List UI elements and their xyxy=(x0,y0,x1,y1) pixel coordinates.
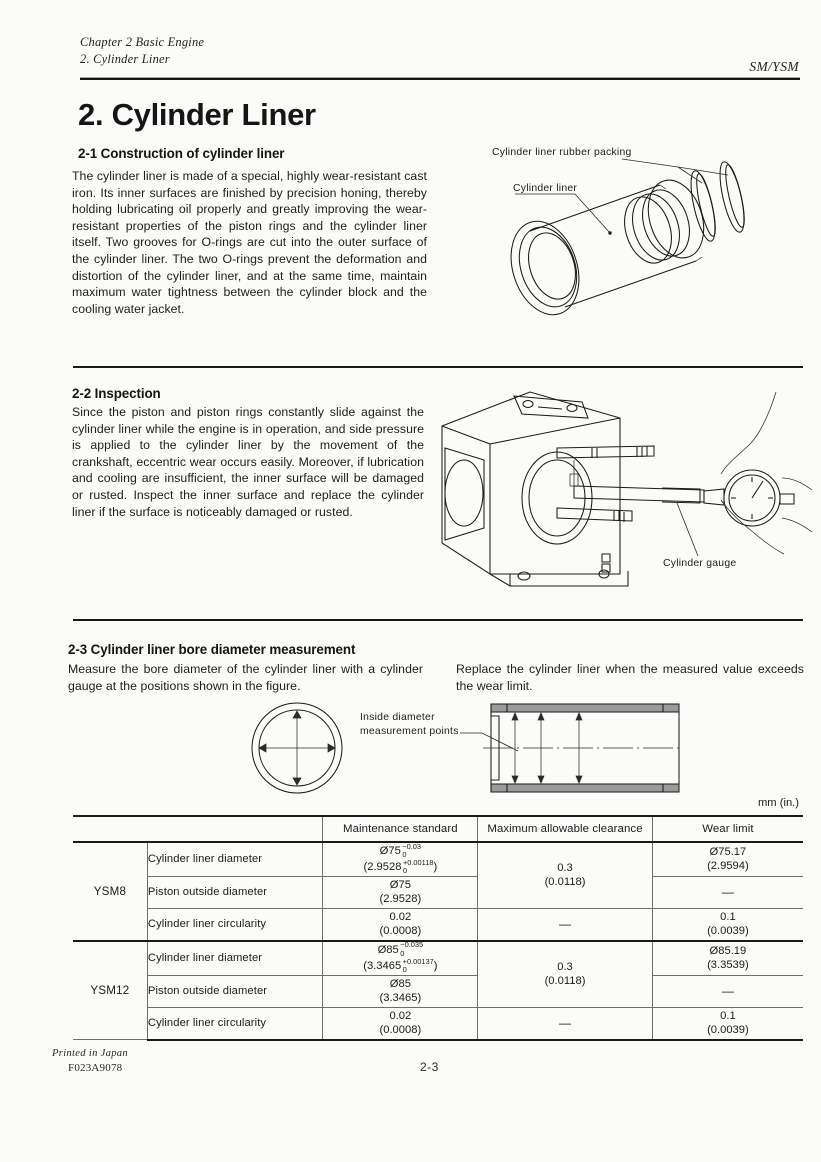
measurement-points-line-1: Inside diameter xyxy=(360,712,435,723)
table-cell-wear-limit: — xyxy=(652,876,803,908)
wear-limit-value-inch: (3.3539) xyxy=(707,959,749,972)
section-2-3-body-right: Replace the cylinder liner when the measured value exceeds the wear limit. xyxy=(456,662,804,693)
value-inch: (3.3465) xyxy=(379,992,422,1005)
table-row xyxy=(73,975,803,1007)
table-item-label: Piston outside diameter xyxy=(147,876,323,908)
table-row xyxy=(73,1007,803,1040)
value-main: 0.02 xyxy=(389,911,412,924)
value-main: Ø85 xyxy=(377,943,399,956)
section-2-3-heading: 2-3 Cylinder liner bore diameter measurement xyxy=(68,642,356,657)
section-2-2-heading: 2-2 Inspection xyxy=(72,386,161,401)
wear-limit-value: Ø75.17 xyxy=(709,846,747,859)
table-row xyxy=(73,908,803,941)
table-header-maintenance-standard: Maintenance standard xyxy=(323,816,478,842)
measurement-points-line-2: measurement points xyxy=(360,725,459,737)
footer-printed-in: Printed in Japan xyxy=(52,1048,129,1059)
clearance-value: 0.3 xyxy=(557,862,573,875)
table-row xyxy=(73,876,803,908)
manual-code: SM/YSM xyxy=(749,59,799,74)
clearance-value-inch: (0.0118) xyxy=(544,975,586,988)
table-cell-clearance xyxy=(478,941,653,1007)
section-2-2-body: Since the piston and piston rings constantly slide against the cylinder liner while the engine is in operation, and side pressure is applied to the cylinder liner by the movement of the crankshaft, eccentric wear occurs easily. Moreover, if lubrication and cooling are insufficient, the inner surface will be damaged or rusted. Inspect the inner surface and replace the cylinder liner if the surface is noticeably damaged or rusted. xyxy=(72,405,424,519)
wear-limit-value-inch: (0.0039) xyxy=(707,925,749,938)
wear-limit-value-inch: (0.0039) xyxy=(707,1024,749,1037)
section-2-3-body-left: Measure the bore diameter of the cylinder liner with a cylinder gauge at the positions shown in the figure. xyxy=(68,662,423,693)
table-item-label: Cylinder liner diameter xyxy=(147,941,323,975)
section-2-1-body: The cylinder liner is made of a special, highly wear-resistant cast iron. Its inner surfaces are finished by precision honing, thereby holding lubricating oil properly and greatly improving the wear-resistant properties of the piston rings and the cylinder liner itself. Two grooves for O-rings are cut into the outer surface of the cylinder liner. The two O-rings prevent the deformation and distortion of the cylinder liner, and at the same time, maintain maximum water tightness between the cylinder block and the cooling water jacket. xyxy=(72,169,427,316)
wear-limit-value-inch: (2.9594) xyxy=(707,860,749,873)
wear-limit-value: Ø85.19 xyxy=(709,945,747,958)
table-cell-clearance: — xyxy=(478,1007,653,1040)
figure-label-cylinder-liner: Cylinder liner xyxy=(513,183,578,194)
section-2-1-heading: 2-1 Construction of cylinder liner xyxy=(78,146,285,161)
table-item-label: Piston outside diameter xyxy=(147,975,323,1007)
table-cell-maintenance-standard xyxy=(323,842,478,876)
value-main: Ø85 xyxy=(389,978,411,991)
table-cell-maintenance-standard xyxy=(323,876,478,908)
value-inch: (0.0008) xyxy=(379,1024,422,1037)
value-main: Ø75 xyxy=(379,845,401,858)
value-main: 0.02 xyxy=(389,1010,412,1023)
running-header-section: 2. Cylinder Liner xyxy=(80,52,170,66)
table-item-label: Cylinder liner circularity xyxy=(147,1007,323,1040)
table-row xyxy=(73,941,803,975)
table-header-row xyxy=(73,816,803,842)
value-inch-close: ) xyxy=(433,960,438,973)
value-inch: (0.0008) xyxy=(379,925,422,938)
table-header-max-allowable-clearance: Maximum allowable clearance xyxy=(478,816,653,842)
table-cell-wear-limit xyxy=(652,1007,803,1040)
figure-cylinder-liner xyxy=(470,145,815,330)
table-model-ysm12: YSM12 xyxy=(73,941,147,1040)
table-header-blank xyxy=(73,816,323,842)
section-divider-1 xyxy=(73,366,803,368)
figure-label-rubber-packing: Cylinder liner rubber packing xyxy=(492,147,632,158)
running-header xyxy=(80,34,204,68)
section-divider-2 xyxy=(73,619,803,621)
table-model-ysm8: YSM8 xyxy=(73,842,147,941)
table-row xyxy=(73,842,803,876)
figure-cylinder-gauge-measurement xyxy=(432,378,817,593)
figure-bore-cross-section xyxy=(243,698,353,798)
value-main: Ø75 xyxy=(389,879,411,892)
specification-table xyxy=(73,815,803,1041)
tolerance-mm: −0.03 0 xyxy=(402,841,422,859)
table-cell-wear-limit xyxy=(652,908,803,941)
footer-page-number: 2-3 xyxy=(420,1060,439,1074)
tolerance-mm: −0.035 0 xyxy=(400,940,424,958)
table-cell-maintenance-standard xyxy=(323,908,478,941)
clearance-value: 0.3 xyxy=(557,961,573,974)
value-inch: (3.3465 xyxy=(363,960,402,973)
table-item-label: Cylinder liner circularity xyxy=(147,908,323,941)
table-cell-clearance xyxy=(478,842,653,908)
tolerance-inch: +0.00137 0 xyxy=(402,956,434,974)
value-inch: (2.9528 xyxy=(363,861,402,874)
value-inch-close: ) xyxy=(433,861,438,874)
wear-limit-value: 0.1 xyxy=(720,1010,736,1023)
footer-document-code: F023A9078 xyxy=(68,1062,123,1074)
table-cell-wear-limit xyxy=(652,842,803,876)
page-title: 2. Cylinder Liner xyxy=(78,97,316,132)
table-cell-wear-limit xyxy=(652,941,803,975)
tolerance-inch: +0.00118 0 xyxy=(402,857,434,876)
running-header-chapter: Chapter 2 Basic Engine xyxy=(80,35,205,49)
table-item-label: Cylinder liner diameter xyxy=(147,842,323,876)
table-cell-maintenance-standard xyxy=(323,975,478,1007)
table-cell-maintenance-standard xyxy=(323,941,478,975)
table-cell-maintenance-standard xyxy=(323,1007,478,1040)
figure-label-measurement-points xyxy=(360,711,490,738)
value-inch: (2.9528) xyxy=(379,893,422,906)
table-header-wear-limit: Wear limit xyxy=(652,816,803,842)
header-rule xyxy=(80,78,800,80)
wear-limit-value: 0.1 xyxy=(720,911,736,924)
clearance-value-inch: (0.0118) xyxy=(544,876,586,889)
figure-label-cylinder-gauge: Cylinder gauge xyxy=(663,558,737,569)
table-unit-note: mm (in.) xyxy=(757,797,799,809)
table-cell-wear-limit: — xyxy=(652,975,803,1007)
table-cell-clearance: — xyxy=(478,908,653,941)
